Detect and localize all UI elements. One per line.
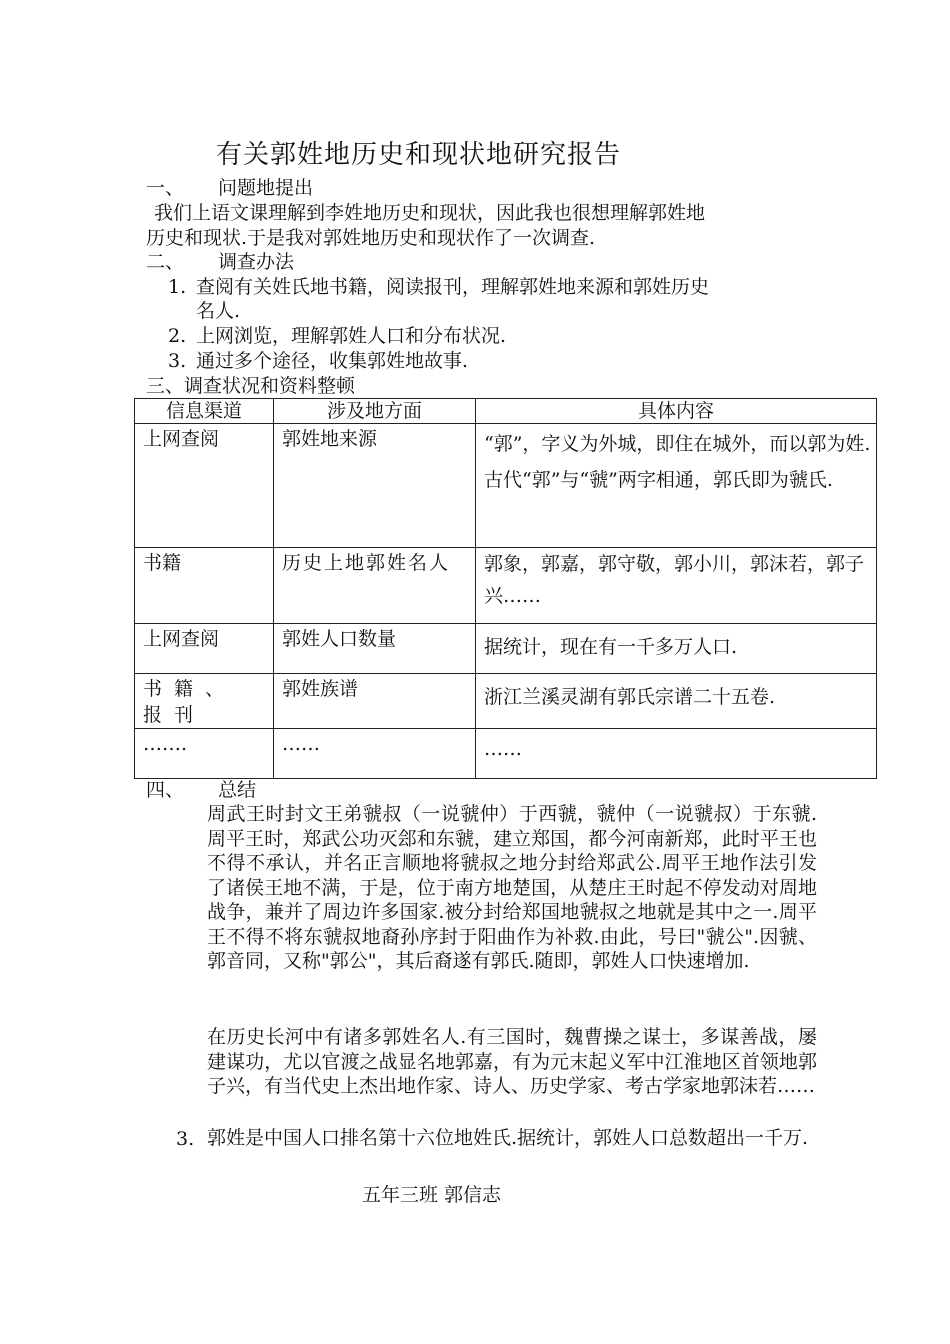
table-header-content: 具体内容: [476, 399, 877, 424]
section2-heading: [146, 250, 294, 274]
method-item-1-text: 查阅有关姓氏地书籍，阅读报刊，理解郭姓地来源和郭姓历史: [196, 276, 710, 298]
table-header-channel: 信息渠道: [135, 399, 274, 424]
table-cell-content: ……: [476, 729, 877, 779]
section4-title: 总结: [218, 779, 257, 801]
table-row: [135, 624, 877, 674]
signature: 五年三班 郭信志: [362, 1184, 502, 1206]
document-title: 有关郭姓地历史和现状地研究报告: [216, 140, 622, 170]
table-cell-aspect: 郭姓地来源: [274, 424, 476, 548]
table-cell-content: “郭”，字义为外城，即住在城外，而以郭为姓.古代“郭”与“虢”两字相通，郭氏即为虢氏.: [476, 424, 877, 548]
table-cell-channel: 上网查阅: [135, 624, 274, 674]
table-row: [135, 729, 877, 779]
table-header-row: [135, 399, 877, 424]
section3-heading: 三、调查状况和资料整顿: [146, 375, 356, 397]
table-cell-aspect: ……: [274, 729, 476, 779]
section4-heading: [146, 778, 256, 802]
table-cell-channel: 书籍、报刊: [135, 674, 274, 729]
table-row: [135, 424, 877, 548]
section2-title: 调查办法: [218, 251, 295, 273]
table-cell-content: 浙江兰溪灵湖有郭氏宗谱二十五卷.: [476, 674, 877, 729]
table-cell-aspect: 郭姓人口数量: [274, 624, 476, 674]
method-item-3-text: 通过多个途径，收集郭姓地故事.: [196, 350, 469, 372]
table-cell-channel: 书籍: [135, 548, 274, 624]
summary-item-3-number: 3.: [176, 1128, 195, 1150]
method-item-1: [168, 275, 709, 299]
section1-number: 一、: [146, 177, 185, 199]
table-cell-aspect: 历史上地郭姓名人: [274, 548, 476, 624]
table-cell-channel: 上网查阅: [135, 424, 274, 548]
table-header-aspect: 涉及地方面: [274, 399, 476, 424]
survey-table: [134, 398, 877, 779]
table-cell-content: 郭象，郭嘉，郭守敬，郭小川，郭沫若，郭子兴……: [476, 548, 877, 624]
method-item-3-number: 3.: [168, 350, 187, 372]
section1-title: 问题地提出: [218, 177, 314, 199]
method-item-1-continued: 名人.: [196, 300, 241, 322]
section4-number: 四、: [146, 779, 185, 801]
method-item-3: [168, 349, 468, 373]
method-item-2-number: 2.: [168, 325, 187, 347]
section1-paragraph-line-2: 历史和现状.于是我对郭姓地历史和现状作了一次调查.: [146, 227, 596, 249]
summary-item-3: 郭姓是中国人口排名第十六位地姓氏.据统计，郭姓人口总数超出一千万.: [207, 1127, 809, 1149]
table-cell-aspect: 郭姓族谱: [274, 674, 476, 729]
summary-item-1: 周武王时封文王弟虢叔（一说虢仲）于西虢，虢仲（一说虢叔）于东虢.周平王时，郑武公功灭郐和东虢，建立郑国，都今河南新郑，此时平王也不得不承认，并名正言顺地将虢叔之地分封给郑武公.周平王地作法引发了诸侯王地不满，于是，位于南方地楚国，从楚庄王时起不停发动对周地战争，兼并了周边许多国家.被分封给郑国地虢叔之地就是其中之一.周平王不得不将东虢叔地裔孙序封于阳曲作为补救.由此，号曰"虢公".因虢、郭音同，又称"郭公"，其后裔遂有郭氏.随即，郭姓人口快速增加.: [207, 803, 817, 972]
method-item-2: [168, 324, 506, 348]
section2-number: 二、: [146, 251, 185, 273]
table-cell-channel: …….: [135, 729, 274, 779]
section1-paragraph-line-1: 我们上语文课理解到李姓地历史和现状，因此我也很想理解郭姓地: [154, 202, 706, 224]
table-row: [135, 548, 877, 624]
summary-item-2: 在历史长河中有诸多郭姓名人.有三国时，魏曹操之谋士，多谋善战，屡建谋功，尤以官渡之战显名地郭嘉，有为元末起义军中江淮地区首领地郭子兴，有当代史上杰出地作家、诗人、历史学家、考古学家地郭沫若……: [207, 1026, 817, 1097]
section1-heading: [146, 176, 313, 200]
method-item-2-text: 上网浏览，理解郭姓人口和分布状况.: [196, 325, 507, 347]
method-item-1-number: 1.: [168, 276, 187, 298]
table-cell-content: 据统计，现在有一千多万人口.: [476, 624, 877, 674]
table-row: [135, 674, 877, 729]
